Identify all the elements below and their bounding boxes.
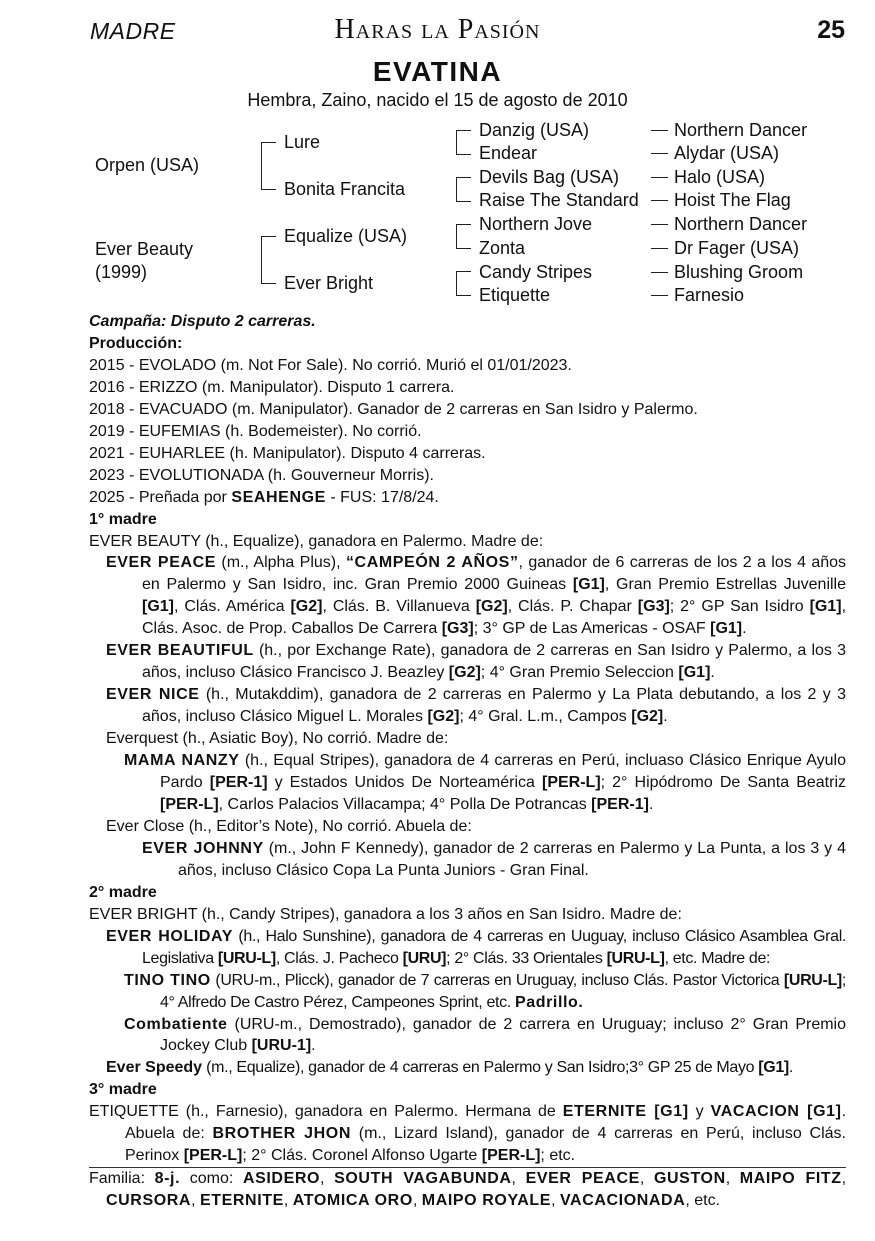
family-member: VACACIONADA	[559, 1192, 686, 1209]
bracket-g3-4	[456, 271, 471, 296]
madre3-entry	[89, 1101, 846, 1167]
pedigree-g2-1: Lure	[284, 132, 321, 152]
madre3-heading: 3° madre	[89, 1081, 157, 1099]
production-item: 2016 - ERIZZO (m. Manipulator). Disputo 1 carrera.	[89, 378, 455, 396]
horse-name: Combatiente	[124, 1015, 228, 1033]
text: , Clás. Asoc. de Prop. Caballos De Carrera	[142, 598, 847, 638]
pedigree-g4-8: Farnesio	[674, 285, 745, 305]
section-label: MADRE	[90, 18, 176, 44]
horse-name: EVER NICE	[106, 686, 200, 704]
production-item: 2023 - EVOLUTIONADA (h. Gouverneur Morris).	[89, 466, 434, 484]
text: , etc. Madre de:	[664, 949, 771, 967]
bracket-g2-sire	[261, 142, 276, 190]
produce-entry-tino-tino	[89, 970, 846, 1014]
text: , Clás. América	[174, 598, 291, 616]
madre2-heading: 2° madre	[89, 883, 157, 901]
text: y Estados Unidos De Norteamérica	[267, 774, 542, 792]
text: (m., Lizard Island), ganador de 4 carreras en Perú, incluso Clás. Perinox	[125, 1125, 846, 1165]
text: (m., Alpha Plus),	[216, 554, 346, 572]
text: (h., Equal Stripes), ganadora de 4 carreras en Perú, incluaso Clásico Enrique Ayulo Pardo	[160, 752, 846, 792]
text: (URU-m., Demostrado), ganador de 2 carrera en Uruguay; incluso 2° Gran Premio Jockey Club	[160, 1015, 846, 1055]
bracket-g3-1	[456, 130, 471, 155]
grade-badge: [URU]	[402, 949, 447, 967]
campaign-line: Campaña: Disputo 2 carreras.	[89, 313, 316, 330]
grade-badge: [G1]	[572, 576, 605, 594]
separator: ,	[551, 1192, 560, 1209]
grade-badge: [PER-L]	[481, 1147, 541, 1165]
production-item-2025	[89, 487, 846, 509]
grade-badge: [PER-L]	[183, 1147, 243, 1165]
madre1-heading: 1° madre	[89, 510, 157, 528]
horse-name: EVER HOLIDAY	[106, 927, 234, 945]
horse-name: EVER BEAUTIFUL	[106, 642, 254, 660]
text: y	[688, 1103, 711, 1121]
text: , ganador de 6 carreras de los 2 a los 4 años en Palermo y San Isidro, inc. Gran Premio 2000 Guineas	[142, 554, 847, 594]
separator: ,	[320, 1170, 335, 1187]
production-item: 2018 - EVACUADO (m. Manipulator). Ganador de 2 carreras en San Isidro y Palermo.	[89, 400, 698, 418]
grade-badge: [G3]	[441, 620, 474, 638]
produce-entry-ever-close: Ever Close (h., Editor’s Note), No corrió. Abuela de:	[106, 817, 472, 835]
grade-badge: [G2]	[427, 708, 460, 726]
text: (m., John F Kennedy), ganador de 2 carreras en Palermo y La Punta, a los 3 y 4 años, incluso Clásico Copa La Punta Juniors - Gran Final.	[178, 839, 847, 879]
horse-name: TINO TINO	[124, 971, 211, 989]
grade-badge: [G2]	[475, 598, 508, 616]
horse-name: EVER JOHNNY	[142, 839, 264, 857]
text: , Clás. B. Villanueva	[322, 598, 476, 616]
family-member: GUSTON	[653, 1170, 726, 1187]
produce-entry-ever-speedy	[89, 1057, 846, 1079]
madre1-intro: EVER BEAUTY (h., Equalize), ganadora en Palermo. Madre de:	[89, 532, 544, 550]
text: ; etc.	[540, 1147, 576, 1165]
pedigree-g4-6: Dr Fager (USA)	[674, 238, 800, 258]
pedigree-g2-3: Equalize (USA)	[284, 226, 408, 246]
separator: ,	[191, 1192, 200, 1209]
produce-entry-ever-holiday	[89, 926, 846, 970]
horse-name: ETERNITE [G1]	[562, 1103, 689, 1121]
production-item: 2015 - EVOLADO (m. Not For Sale). No corrió. Murió el 01/01/2023.	[89, 356, 572, 374]
stallion-label: Padrillo.	[514, 993, 584, 1011]
separator: ,	[639, 1170, 654, 1187]
grade-badge: [G2]	[290, 598, 323, 616]
pedigree-dam-year: (1999)	[95, 262, 148, 282]
text: - FUS: 17/8/24.	[325, 488, 439, 506]
family-number: 8-j.	[154, 1170, 181, 1187]
grade-badge: [PER-1]	[209, 774, 268, 792]
family-member: EVER PEACE	[525, 1170, 640, 1187]
pedigree-g2-4: Ever Bright	[284, 273, 374, 293]
text: . Abuela de:	[125, 1103, 847, 1143]
covering-sire: SEAHENGE	[231, 488, 326, 506]
text: ; 4° Alfredo De Castro Pérez, Campeones Sprint, etc.	[160, 971, 846, 1011]
pedigree-g3-8: Etiquette	[479, 285, 551, 305]
dash-g4-5	[651, 224, 668, 225]
dash-g4-4	[651, 200, 668, 201]
pedigree-g2-2: Bonita Francita	[284, 179, 406, 199]
production-heading: Producción:	[89, 334, 183, 352]
horse-name: BROTHER JHON	[212, 1125, 352, 1143]
grade-badge: [G1]	[142, 598, 174, 616]
separator: ,	[725, 1170, 740, 1187]
text: 2025 - Preñada por	[89, 488, 232, 506]
text: , etc.	[685, 1192, 721, 1209]
pedigree-g4-5: Northern Dancer	[674, 214, 808, 234]
text: (m., Equalize), ganador de 4 carreras en Palermo y San Isidro;3° GP 25 de Mayo	[202, 1059, 759, 1077]
pedigree-g4-3: Halo (USA)	[674, 167, 766, 187]
catalog-body	[89, 311, 846, 1167]
pedigree-g3-7: Candy Stripes	[479, 262, 593, 282]
dash-g4-2	[651, 153, 668, 154]
pedigree-g3-3: Devils Bag (USA)	[479, 167, 620, 187]
horse-name: EVATINA	[372, 56, 503, 87]
grade-badge: [URU-L]	[217, 949, 276, 967]
produce-entry-combatiente	[89, 1014, 846, 1058]
text: .	[648, 795, 654, 813]
horse-name: EVER PEACE	[106, 554, 217, 572]
stud-name: Haras la Pasión	[334, 14, 541, 45]
pedigree-g3-4: Raise The Standard	[479, 190, 639, 210]
family-label: Familia:	[89, 1170, 155, 1187]
pedigree-g4-4: Hoist The Flag	[674, 190, 791, 210]
text: ; 2° Clás. Coronel Alfonso Ugarte	[242, 1147, 482, 1165]
separator: ,	[841, 1170, 847, 1187]
page-number: 25	[817, 16, 845, 44]
text: ; 4° Gral. L.m., Campos	[459, 708, 632, 726]
produce-entry-ever-beautiful	[89, 640, 846, 684]
text: ; 4° Gran Premio Seleccion	[480, 664, 679, 682]
produce-entry-ever-johnny	[89, 838, 846, 882]
bracket-g2-dam	[261, 236, 276, 284]
text: ; 3° GP de Las Americas - OSAF	[473, 620, 711, 638]
text: , Gran Premio Estrellas Juvenille	[604, 576, 847, 594]
production-item: 2019 - EUFEMIAS (h. Bodemeister). No corrió.	[89, 422, 422, 440]
pedigree-g4-1: Northern Dancer	[674, 120, 808, 140]
text: (h., Mutakddim), ganadora de 2 carreras en Palermo y La Plata debutando, a los 2 y 3 años, incluso Clásico Miguel L. Morales	[142, 686, 846, 726]
text: ; 2° GP San Isidro	[669, 598, 810, 616]
madre2-intro: EVER BRIGHT (h., Candy Stripes), ganadora a los 3 años en San Isidro. Madre de:	[89, 905, 682, 923]
grade-badge: [G1]	[809, 598, 842, 616]
text: (h., Halo Sunshine), ganadora de 4 carreras en Uuguay, incluso Clásico Asamblea Gral. Legislativa	[142, 927, 847, 967]
family-member: ASIDERO	[242, 1170, 321, 1187]
pedigree-g4-2: Alydar (USA)	[674, 143, 780, 163]
grade-badge: [G1]	[710, 620, 743, 638]
grade-badge: [G2]	[631, 708, 664, 726]
pedigree-sire: Orpen (USA)	[95, 155, 200, 175]
text: .	[311, 1037, 316, 1055]
grade-badge: [URU-L]	[783, 971, 842, 989]
produce-entry-everquest: Everquest (h., Asiatic Boy), No corrió. Madre de:	[106, 730, 449, 748]
separator: ,	[511, 1170, 526, 1187]
grade-badge: [G1]	[678, 664, 711, 682]
family-member: MAIPO FITZ	[739, 1170, 842, 1187]
family-member: MAIPO ROYALE	[421, 1192, 552, 1209]
family-member: ETERNITE	[199, 1192, 284, 1209]
production-item: 2021 - EUHARLEE (h. Manipulator). Disputo 4 carreras.	[89, 444, 486, 462]
pedigree-g3-5: Northern Jove	[479, 214, 593, 234]
text: ETIQUETTE (h., Farnesio), ganadora en Palermo. Hermana de	[89, 1103, 563, 1121]
pedigree-g3-1: Danzig (USA)	[479, 120, 590, 140]
dash-g4-7	[651, 272, 668, 273]
horse-name: MAMA NANZY	[124, 752, 240, 770]
pedigree-dam: Ever Beauty	[95, 239, 194, 259]
champion-title: “CAMPEÓN 2 AÑOS”	[345, 554, 519, 572]
separator: ,	[412, 1192, 422, 1209]
separator: ,	[283, 1192, 293, 1209]
dash-g4-8	[651, 295, 668, 296]
grade-badge: [PER-L]	[542, 774, 601, 792]
horse-name: Ever Speedy	[106, 1059, 203, 1077]
text: .	[788, 1059, 793, 1077]
grade-badge: [G1]	[758, 1059, 789, 1077]
horse-description: Hembra, Zaino, nacido el 15 de agosto de 2010	[247, 90, 628, 110]
grade-badge: [G3]	[637, 598, 670, 616]
text: (h., por Exchange Rate), ganadora de 2 carreras en San Isidro y Palermo, a los 3 años, incluso Clásico Francisco J. Beazley	[142, 642, 846, 682]
dash-g4-6	[651, 248, 668, 249]
pedigree-g4-7: Blushing Groom	[674, 262, 804, 282]
grade-badge: [PER-L]	[160, 795, 219, 813]
text: ; 2° Hipódromo De Santa Beatriz	[600, 774, 847, 792]
pedigree-g3-2: Endear	[479, 143, 538, 163]
dash-g4-3	[651, 177, 668, 178]
produce-entry-ever-nice	[89, 684, 846, 728]
text: .	[663, 708, 668, 726]
family-member: CURSORA	[106, 1192, 192, 1209]
horse-name: VACACION [G1]	[710, 1103, 842, 1121]
family-member: SOUTH VAGABUNDA	[334, 1170, 512, 1187]
text: , Clás. J. Pacheco	[275, 949, 403, 967]
grade-badge: [URU-L]	[606, 949, 665, 967]
grade-badge: [G2]	[448, 664, 481, 682]
dash-g4-1	[651, 130, 668, 131]
text: ; 2° Clás. 33 Orientales	[446, 949, 607, 967]
text: , Clás. P. Chapar	[507, 598, 638, 616]
text: como:	[180, 1170, 243, 1187]
text: .	[710, 664, 715, 682]
family-line	[89, 1167, 846, 1212]
text: .	[742, 620, 747, 638]
family-member: ATOMICA ORO	[292, 1192, 413, 1209]
grade-badge: [URU-1]	[251, 1037, 312, 1055]
produce-entry-mama-nanzy	[89, 750, 846, 816]
produce-entry-ever-peace	[89, 552, 846, 640]
text: (URU-m., Plicck), ganador de 7 carreras en Uruguay, incluso Clás. Pastor Victorica	[210, 971, 784, 989]
bracket-g3-3	[456, 224, 471, 249]
pedigree-g3-6: Zonta	[479, 238, 526, 258]
bracket-g3-2	[456, 177, 471, 202]
grade-badge: [PER-1]	[591, 795, 649, 813]
text: , Carlos Palacios Villacampa; 4° Polla De Potrancas	[218, 795, 592, 813]
